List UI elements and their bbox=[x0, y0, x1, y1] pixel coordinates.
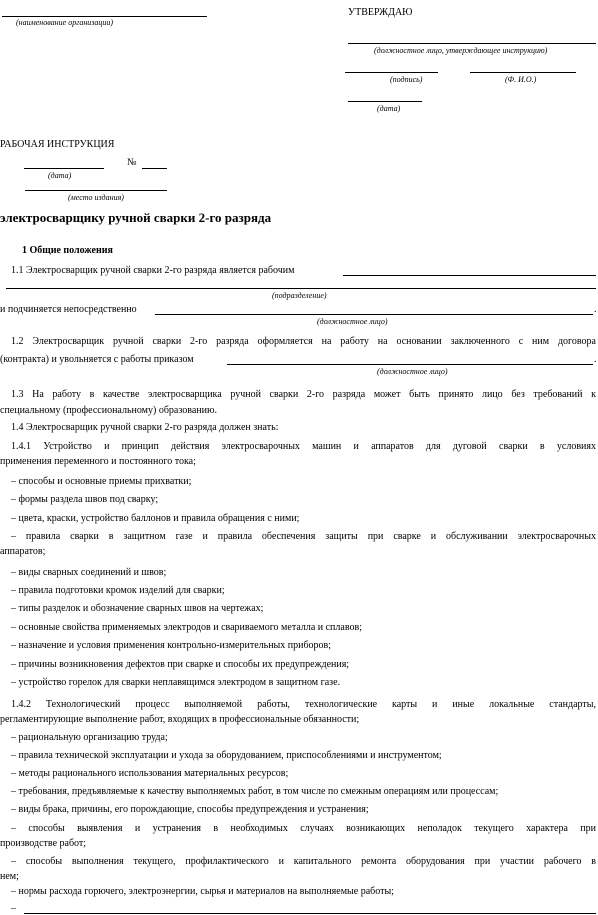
list-item: – методы рационального использования материальных ресурсов; bbox=[11, 768, 289, 779]
para-1-4-2-b: регламентирующие выполнение работ, входящих в профессиональные обязанности; bbox=[0, 714, 360, 725]
list-item: – назначение и условия применения контрольно-измерительных приборов; bbox=[11, 640, 332, 651]
org-name-line[interactable] bbox=[2, 16, 207, 17]
place-caption: (место издания) bbox=[68, 193, 124, 202]
para-1-1-line[interactable] bbox=[343, 275, 596, 276]
para-1-3-a: 1.3 На работу в качестве электросварщика ручной сварки 2-го разряда может быть принято лицо без требований к bbox=[11, 389, 596, 400]
order-dot: . bbox=[594, 354, 597, 365]
doc-title: электросварщику ручной сварки 2-го разряда bbox=[0, 210, 272, 225]
list-item: – способы и основные приемы прихватки; bbox=[11, 476, 192, 487]
list-item: – причины возникновения дефектов при сварке и способы их предупреждения; bbox=[11, 659, 350, 670]
doc-type: РАБОЧАЯ ИНСТРУКЦИЯ bbox=[0, 139, 115, 150]
para-1-4-1-b: применения переменного и постоянного тока; bbox=[0, 456, 196, 467]
order-caption: (должностное лицо) bbox=[377, 367, 448, 376]
doc-date-line[interactable] bbox=[24, 168, 104, 169]
list-item: – формы раздела швов под сварку; bbox=[11, 494, 159, 505]
list-item: – требования, предъявляемые к качеству выполняемых работ, в том числе по смежным операциям или процессам; bbox=[11, 786, 499, 797]
list-item: – нормы расхода горючего, электроэнергии, сырья и материалов на выполняемые работы; bbox=[11, 886, 394, 897]
doc-date-caption: (дата) bbox=[48, 171, 72, 180]
list-item: – типы разделок и обозначение сварных швов на чертежах; bbox=[11, 603, 264, 614]
department-caption: (подразделение) bbox=[272, 291, 327, 300]
list-item: – основные свойства применяемых электродов и свариваемого металла и сплавов; bbox=[11, 622, 362, 633]
para-1-2-b: (контракта) и увольняется с работы приказом bbox=[0, 354, 194, 365]
doc-number-line[interactable] bbox=[142, 168, 167, 169]
para-1-4: 1.4 Электросварщик ручной сварки 2-го разряда должен знать: bbox=[11, 422, 279, 433]
list-item: – цвета, краски, устройство баллонов и правила обращения с ними; bbox=[11, 513, 300, 524]
approver-position-caption: (должностное лицо, утверждающее инструкцию) bbox=[374, 46, 548, 55]
list-item-cont: производстве работ; bbox=[0, 838, 87, 849]
department-line[interactable] bbox=[6, 288, 596, 289]
list-item: – способы выявления и устранения в необходимых случаях возникающих неполадок текущего характера при bbox=[11, 823, 596, 834]
supervisor-caption: (должностное лицо) bbox=[317, 317, 388, 326]
list-item: – правила технической эксплуатации и ухода за оборудованием, приспособлениями и инструментом; bbox=[11, 750, 442, 761]
approve-date-caption: (дата) bbox=[377, 104, 401, 113]
para-1-3-b: специальному (профессиональному) образованию. bbox=[0, 405, 217, 416]
signature-caption: (подпись) bbox=[390, 75, 423, 84]
list-item: – устройство горелок для сварки неплавящимся электродом в защитном газе. bbox=[11, 677, 341, 688]
section-1-heading: 1 Общие положения bbox=[22, 245, 113, 256]
para-1-4-2-a: 1.4.2 Технологический процесс выполняемой работы, технологические карты и иные локальные стандарты, bbox=[11, 699, 596, 710]
approve-date-line[interactable] bbox=[348, 101, 422, 102]
list-item: – правила сварки в защитном газе и правила обеспечения защиты при сварке и обслуживании электросварочных bbox=[11, 531, 596, 542]
list-item: – виды брака, причины, его порождающие, способы предупреждения и устранения; bbox=[11, 804, 369, 815]
org-name-caption: (наименование организации) bbox=[16, 18, 114, 27]
approve-heading: УТВЕРЖДАЮ bbox=[348, 7, 413, 18]
list-item: – bbox=[11, 903, 16, 914]
fill-in-line[interactable] bbox=[24, 913, 596, 914]
list-item-cont: аппаратов; bbox=[0, 546, 46, 557]
number-sign: № bbox=[127, 157, 137, 168]
fio-caption: (Ф. И.О.) bbox=[505, 75, 537, 84]
order-line[interactable] bbox=[227, 364, 593, 365]
supervisor-dot: . bbox=[594, 304, 597, 315]
para-1-1-b: и подчиняется непосредственно bbox=[0, 304, 137, 315]
para-1-4-1-a: 1.4.1 Устройство и принцип действия электросварочных машин и аппаратов для дуговой сварки в условиях bbox=[11, 441, 596, 452]
place-line[interactable] bbox=[25, 190, 167, 191]
list-item: – виды сварных соединений и швов; bbox=[11, 567, 167, 578]
list-item: – правила подготовки кромок изделий для сварки; bbox=[11, 585, 225, 596]
list-item: – рациональную организацию труда; bbox=[11, 732, 168, 743]
signature-line[interactable] bbox=[345, 72, 438, 73]
list-item-cont: нем; bbox=[0, 871, 19, 882]
approver-position-line[interactable] bbox=[348, 43, 596, 44]
fio-line[interactable] bbox=[470, 72, 576, 73]
para-1-2-a: 1.2 Электросварщик ручной сварки 2-го разряда оформляется на работу на основании заключенного с ним договора bbox=[11, 336, 596, 347]
list-item: – способы выполнения текущего, профилактического и капитального ремонта оборудования при участии рабочего в bbox=[11, 856, 596, 867]
supervisor-line[interactable] bbox=[155, 314, 593, 315]
para-1-1: 1.1 Электросварщик ручной сварки 2-го разряда является рабочим bbox=[11, 265, 295, 276]
